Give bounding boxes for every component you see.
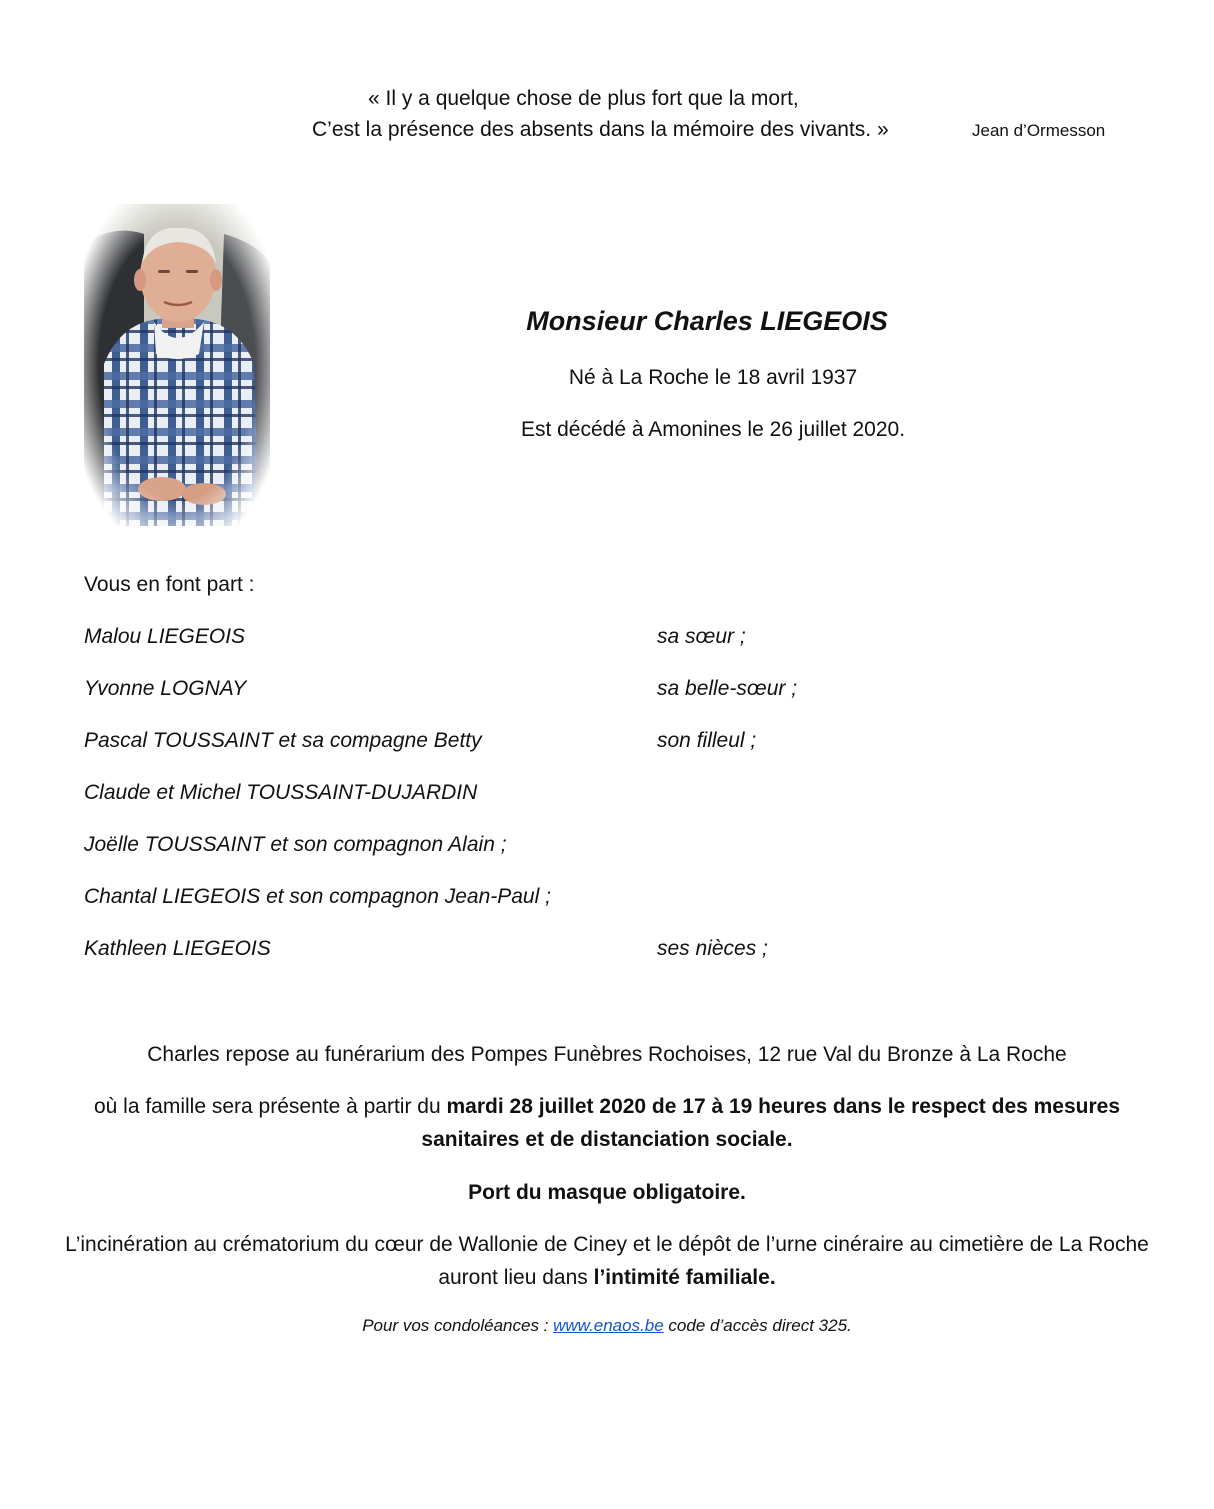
family-member-name: Joëlle TOUSSAINT et son compagnon Alain ; (84, 833, 507, 856)
family-row (84, 832, 1124, 860)
birth-line: Né à La Roche le 18 avril 1937 (568, 366, 858, 389)
visit-paragraph (60, 1090, 1154, 1156)
condolences-line (60, 1315, 1154, 1337)
quote-author: Jean d’Ormesson (972, 121, 1106, 140)
family-row (84, 624, 1124, 652)
family-intro: Vous en font part : (84, 573, 255, 596)
deceased-name: Monsieur Charles LIEGEOIS (526, 306, 888, 336)
family-member-name: Yvonne LOGNAY (84, 677, 247, 700)
cremation-paragraph (60, 1228, 1154, 1294)
quote-line-2: C’est la présence des absents dans la mémoire des vivants. » (312, 118, 889, 141)
cremation-intimacy: l’intimité familiale. (593, 1266, 776, 1289)
quote-line-1: « Il y a quelque chose de plus fort que la mort, (368, 87, 799, 110)
family-row (84, 936, 1124, 964)
cremation-prefix: L’incinération au crématorium du cœur de Wallonie de Ciney et le dépôt de l’urne cinéraire au cimetière de La Roche auront lieu dans (65, 1233, 1149, 1289)
portrait-photo (84, 204, 270, 526)
family-row (84, 884, 1124, 912)
family-member-name: Malou LIEGEOIS (84, 625, 246, 648)
family-member-relation: son filleul ; (657, 729, 757, 752)
condolences-link[interactable]: www.enaos.be (553, 1316, 664, 1335)
family-row (84, 676, 1124, 704)
family-row (84, 780, 1124, 808)
visit-details: mardi 28 juillet 2020 de 17 à 19 heures dans le respect des mesures sanitaires et de distanciation sociale. (421, 1095, 1121, 1151)
family-member-name: Pascal TOUSSAINT et sa compagne Betty (84, 729, 482, 752)
condolences-prefix: Pour vos condoléances : (362, 1316, 554, 1335)
family-member-relation: sa belle-sœur ; (657, 677, 798, 700)
death-line: Est décédé à Amonines le 26 juillet 2020. (520, 418, 906, 441)
mask-text: Port du masque obligatoire. (468, 1181, 746, 1204)
family-member-name: Chantal LIEGEOIS et son compagnon Jean-Paul ; (84, 885, 551, 908)
family-member-relation: sa sœur ; (657, 625, 746, 648)
family-member-name: Claude et Michel TOUSSAINT-DUJARDIN (84, 781, 478, 804)
family-member-name: Kathleen LIEGEOIS (84, 937, 271, 960)
mask-notice (60, 1176, 1154, 1209)
repose-paragraph: Charles repose au funérarium des Pompes Funèbres Rochoises, 12 rue Val du Bronze à La Roche (147, 1043, 1067, 1066)
condolences-suffix: code d’accès direct 325. (663, 1316, 852, 1335)
visit-prefix: où la famille sera présente à partir du (93, 1095, 447, 1118)
family-row (84, 728, 1124, 756)
family-member-relation: ses nièces ; (657, 937, 768, 960)
